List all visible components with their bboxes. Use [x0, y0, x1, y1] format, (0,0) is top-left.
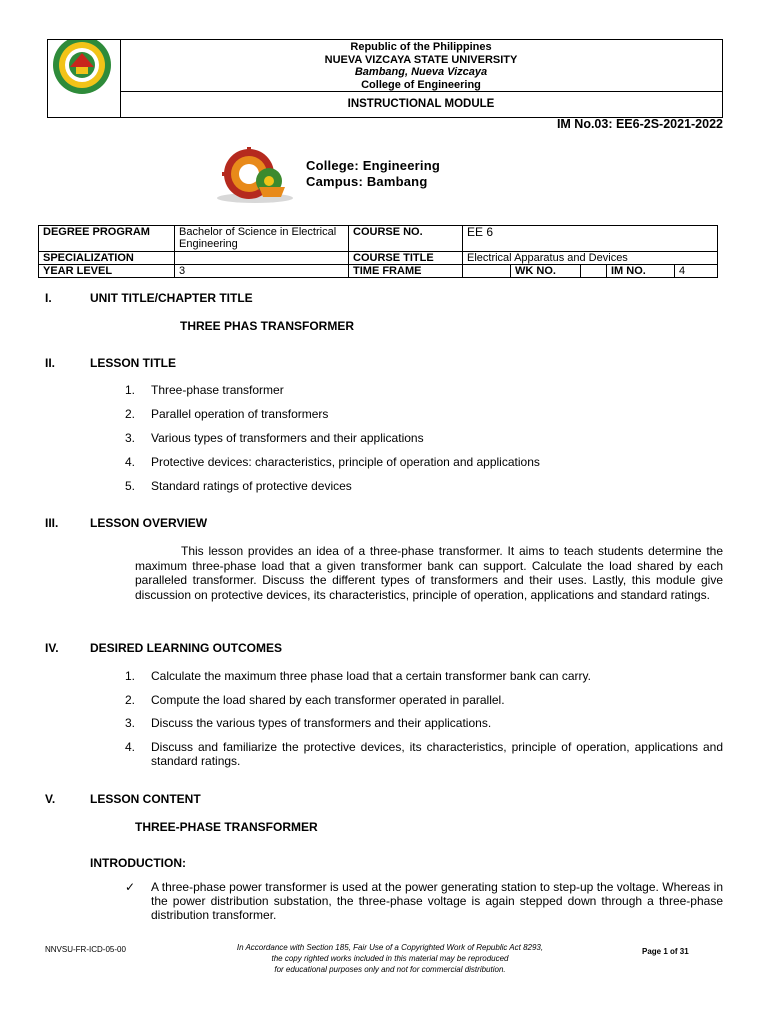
time-frame-label: TIME FRAME: [349, 265, 463, 278]
checkmark-icon: ✓: [125, 880, 136, 894]
university-seal-cell: [48, 40, 121, 117]
lesson-content-subtitle: THREE-PHASE TRANSFORMER: [135, 820, 318, 834]
year-level-value: 3: [175, 265, 349, 278]
course-info-table: [38, 225, 718, 278]
im-number: IM No.03: EE6-2S-2021-2022: [556, 117, 723, 131]
republic-line: Republic of the Philippines: [350, 41, 492, 53]
list-item: 4. Protective devices: characteristics, principle of operation and applications: [125, 455, 540, 469]
college-name: College of Engineering: [361, 78, 481, 91]
degree-program-value: Bachelor of Science in Electrical Engineering: [175, 226, 349, 252]
list-item: 3. Discuss the various types of transformers and their applications.: [125, 716, 492, 730]
college-campus-block: [306, 158, 440, 190]
college-gear-logo-icon: [211, 147, 299, 203]
section-title: DESIRED LEARNING OUTCOMES: [90, 641, 283, 655]
degree-program-label: DEGREE PROGRAM: [39, 226, 175, 252]
introduction-heading: INTRODUCTION:: [90, 856, 186, 870]
section-title: LESSON OVERVIEW: [90, 516, 208, 530]
im-no-value: 4: [675, 265, 718, 278]
list-item: 5. Standard ratings of protective devices: [125, 479, 352, 493]
list-item: ✓ A three-phase power transformer is used at the power generating station to step-up the voltage. Whereas in the power distribution substation, the three-phase voltage is again stepped down through a three-phase distribution transformer.: [125, 880, 723, 922]
university-seal-icon: [48, 40, 120, 117]
course-title-label: COURSE TITLE: [349, 252, 463, 265]
course-no-value: EE 6: [463, 226, 718, 252]
lesson-overview-paragraph: This lesson provides an idea of a three-phase transformer. It aims to teach students determine the maximum three-phase load that a given transformer bank can support. Calculate the load shared by each paralleled transformer. Discuss the different types of transformers and their uses. Lastly, this module give discussion on protective devices, its characteristics, principle of operation, applications and standard ratings.: [135, 544, 723, 602]
college-label: College: Engineering: [306, 158, 441, 173]
list-item: 3. Various types of transformers and their applications: [125, 431, 424, 445]
page-number: Page 1 of 31: [642, 947, 689, 956]
section-title: UNIT TITLE/CHAPTER TITLE: [90, 291, 253, 305]
im-no-label: IM NO.: [607, 265, 675, 278]
university-name: NUEVA VIZCAYA STATE UNIVERSITY: [324, 53, 518, 66]
course-no-label: COURSE NO.: [349, 226, 463, 252]
chapter-title: THREE PHAS TRANSFORMER: [180, 319, 355, 333]
specialization-value: [175, 252, 349, 265]
year-level-label: YEAR LEVEL: [39, 265, 175, 278]
section-number: III.: [45, 516, 59, 530]
list-item: 1. Three-phase transformer: [125, 383, 284, 397]
section-number: V.: [45, 792, 56, 806]
document-header: [47, 39, 723, 118]
section-number: II.: [45, 356, 56, 370]
section-title: LESSON CONTENT: [90, 792, 201, 806]
wk-no-label: WK NO.: [511, 265, 581, 278]
section-number: IV.: [45, 641, 59, 655]
section-number: I.: [45, 291, 52, 305]
list-item: 2. Compute the load shared by each transformer operated in parallel.: [125, 693, 505, 707]
list-item: 4. Discuss and familiarize the protective devices, its characteristics, principle of operation, applications and standard ratings.: [125, 740, 723, 768]
specialization-label: SPECIALIZATION: [39, 252, 175, 265]
list-item: 2. Parallel operation of transformers: [125, 407, 329, 421]
course-title-value: Electrical Apparatus and Devices: [463, 252, 718, 265]
campus-label: Campus: Bambang: [306, 174, 428, 189]
section-title: LESSON TITLE: [90, 356, 177, 370]
list-item: 1. Calculate the maximum three phase load that a certain transformer bank can carry.: [125, 669, 591, 683]
university-location: Bambang, Nueva Vizcaya: [354, 66, 488, 78]
institution-block: [120, 40, 722, 92]
time-frame-value: [463, 265, 511, 278]
module-title: INSTRUCTIONAL MODULE: [347, 98, 495, 110]
form-code: NNVSU-FR-ICD-05-00: [45, 945, 126, 954]
wk-no-value: [581, 265, 607, 278]
copyright-notice: In Accordance with Section 185, Fair Use of a Copyrighted Work of Republic Act 8293, the copy righted works included in this material may be reproduced for educational purposes only and not for commercial distribution.: [236, 943, 544, 974]
